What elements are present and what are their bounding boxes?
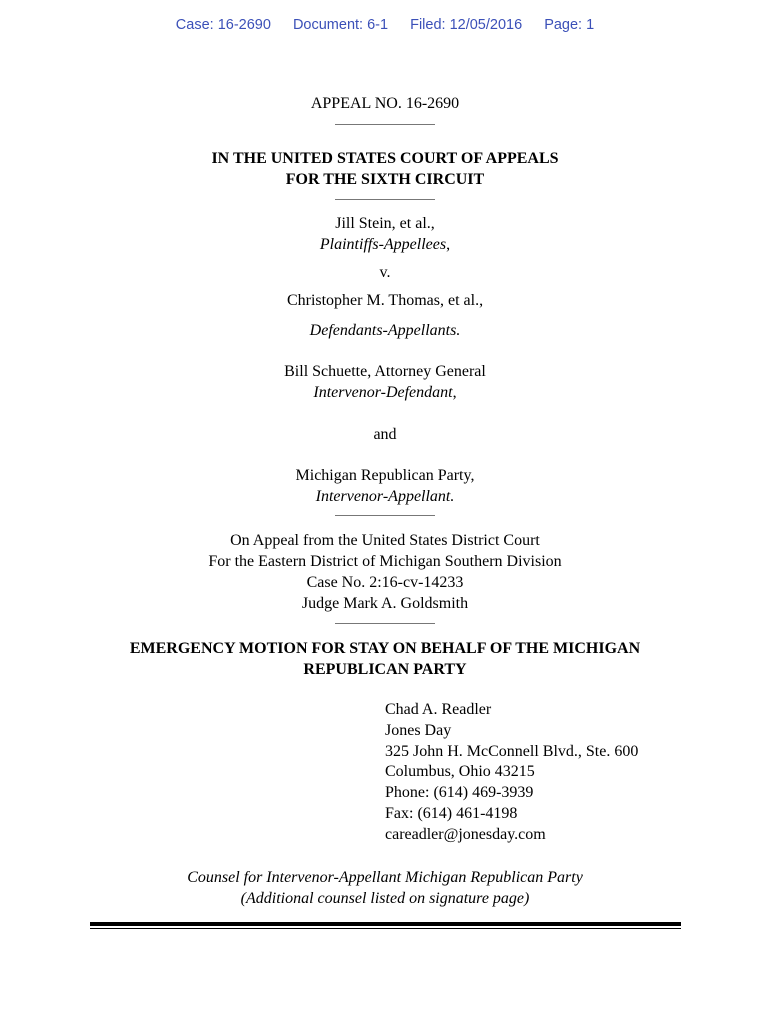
counsel-email[interactable]: careadler@jonesday.com xyxy=(385,825,546,843)
counsel-fax: Fax: (614) 461-4198 xyxy=(385,804,518,822)
counsel-street: 325 John H. McConnell Blvd., Ste. 600 xyxy=(385,742,639,760)
counsel-city: Columbus, Ohio 43215 xyxy=(385,763,535,781)
origin-line1: On Appeal from the United States District Court xyxy=(230,532,540,549)
plaintiffs-role: Plaintiffs-Appellees xyxy=(319,236,447,253)
intervenor-defendant-role-punct: , xyxy=(452,384,457,401)
page-number: Page: 1 xyxy=(544,17,595,33)
counsel-address-block xyxy=(385,700,638,846)
divider xyxy=(335,623,435,624)
origin-line2: For the Eastern District of Michigan Southern Division xyxy=(208,553,562,570)
document-number: Document: 6-1 xyxy=(292,17,389,33)
court-name-line1: IN THE UNITED STATES COURT OF APPEALS xyxy=(211,150,559,167)
case-number: Case: 16-2690 xyxy=(175,17,271,33)
bottom-thin-rule xyxy=(90,928,681,929)
appeal-number: APPEAL NO. 16-2690 xyxy=(310,95,460,112)
filed-date: Filed: 12/05/2016 xyxy=(410,17,523,33)
counsel-phone: Phone: (614) 469-3939 xyxy=(385,784,534,802)
and-text: and xyxy=(373,426,397,443)
ecf-header xyxy=(0,17,770,33)
divider xyxy=(335,124,435,125)
counsel-name: Chad A. Readler xyxy=(385,701,492,718)
counsel-for-line2: (Additional counsel listed on signature page) xyxy=(240,890,530,907)
intervenor-defendant: Bill Schuette, Attorney General xyxy=(284,363,486,380)
divider xyxy=(335,199,435,200)
intervenor-defendant-role-line xyxy=(0,382,770,403)
court-name-line2: FOR THE SIXTH CIRCUIT xyxy=(285,171,485,188)
intervenor-appellant-role: Intervenor-Appellant. xyxy=(315,488,455,505)
origin-judge: Judge Mark A. Goldsmith xyxy=(301,595,469,612)
origin-case-number: Case No. 2:16-cv-14233 xyxy=(306,574,464,591)
intervenor-defendant-role: Intervenor-Defendant xyxy=(313,384,453,401)
motion-title-line1: EMERGENCY MOTION FOR STAY ON BEHALF OF THE MICHIGAN xyxy=(129,640,641,657)
counsel-for-line1: Counsel for Intervenor-Appellant Michigan Republican Party xyxy=(187,869,583,886)
defendants: Christopher M. Thomas, et al., xyxy=(286,292,484,309)
counsel-firm: Jones Day xyxy=(385,721,452,739)
motion-title-line2: REPUBLICAN PARTY xyxy=(303,661,467,678)
defendants-role: Defendants-Appellants. xyxy=(309,322,461,339)
bottom-thick-rule xyxy=(90,922,681,926)
plaintiffs: Jill Stein, et al., xyxy=(335,215,435,232)
versus: v. xyxy=(379,264,391,281)
intervenor-appellant: Michigan Republican Party, xyxy=(295,467,475,484)
divider xyxy=(335,515,435,516)
plaintiffs-role-line xyxy=(0,234,770,255)
plaintiffs-role-punct: , xyxy=(446,236,451,253)
